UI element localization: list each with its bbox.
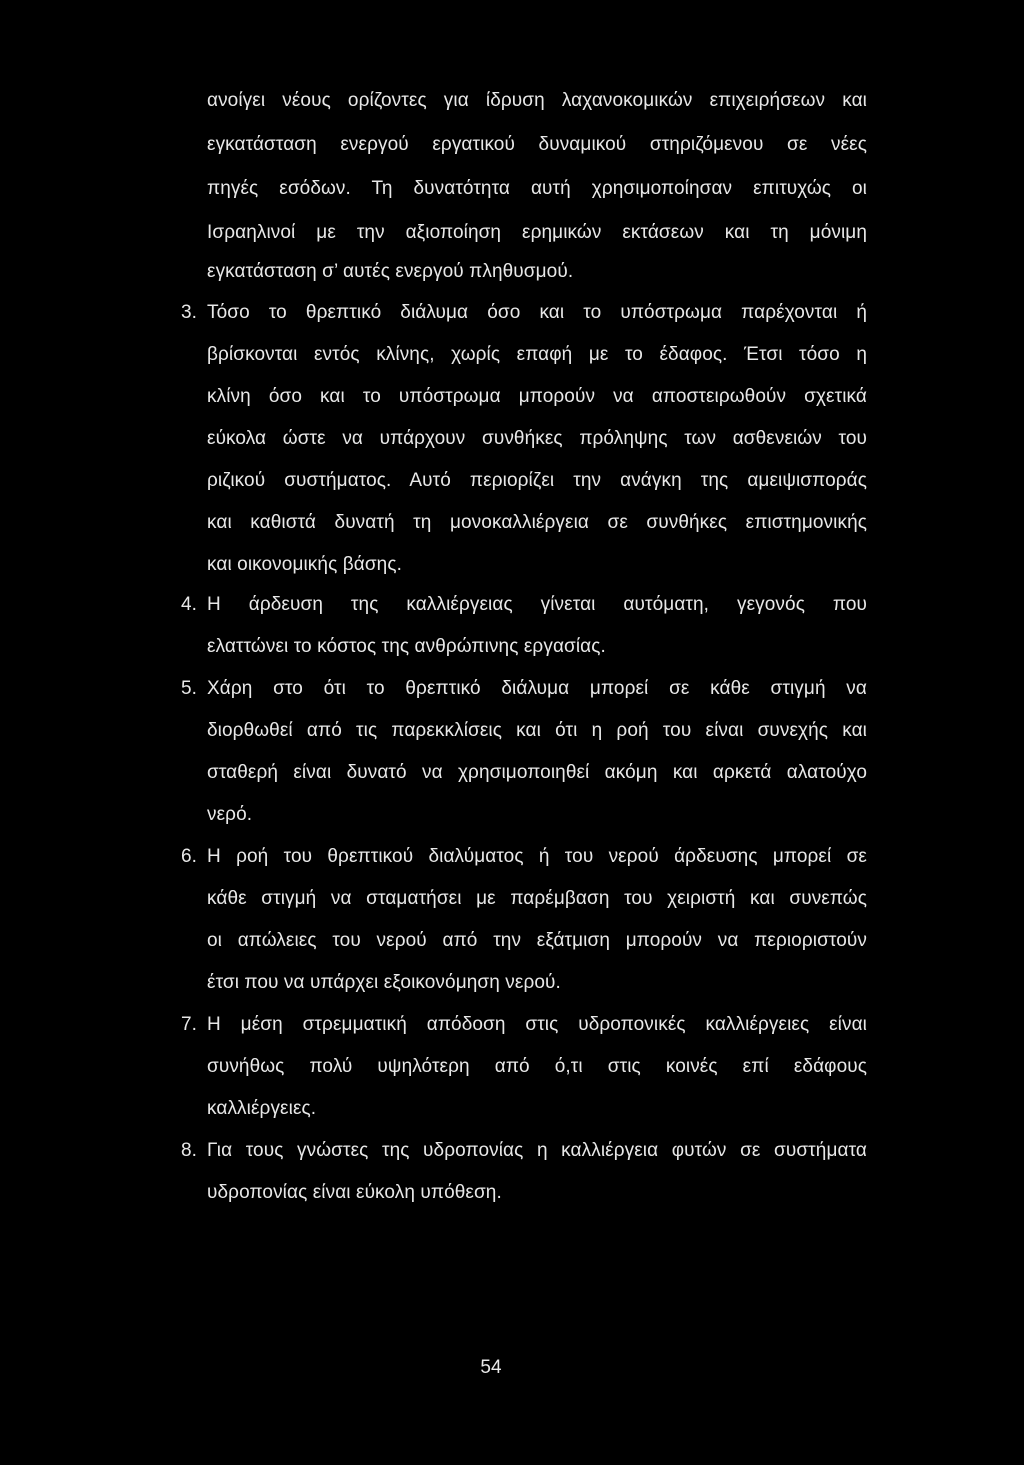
item-line: κλίνη όσο και το υπόστρωμα μπορούν να αποστειρωθούν σχετικά [207,386,867,407]
intro-line: Ισραηλινοί με την αξιοποίηση ερημικών εκτάσεων και τη μόνιμη [207,222,867,243]
item-number: 7. [181,1014,197,1035]
item-line: και καθιστά δυνατή τη μονοκαλλιέργεια σε συνθήκες επιστημονικής [207,512,867,533]
item-line: σταθερή είναι δυνατό να χρησιμοποιηθεί ακόμη και αρκετά αλατούχο [207,762,867,783]
item-line: Τόσο το θρεπτικό διάλυμα όσο και το υπόστρωμα παρέχονται ή [207,302,867,323]
item-line: ριζικού συστήματος. Αυτό περιορίζει την ανάγκη της αμειψισποράς [207,470,867,491]
item-line: και οικονομικής βάσης. [207,554,402,575]
intro-line: εγκατάσταση ενεργού εργατικού δυναμικού στηριζόμενου σε νέες [207,134,867,155]
intro-line: ανοίγει νέους ορίζοντες για ίδρυση λαχανοκομικών επιχειρήσεων και [207,90,867,111]
item-number: 6. [181,846,197,867]
item-line: εύκολα ώστε να υπάρχουν συνθήκες πρόληψης των ασθενειών του [207,428,867,449]
item-number: 4. [181,594,197,615]
item-number: 3. [181,302,197,323]
item-line: ελαττώνει το κόστος της ανθρώπινης εργασίας. [207,636,606,657]
item-line: συνήθως πολύ υψηλότερη από ό,τι στις κοινές επί εδάφους [207,1056,867,1077]
item-line: έτσι που να υπάρχει εξοικονόμηση νερού. [207,972,561,993]
item-line: κάθε στιγμή να σταματήσει με παρέμβαση του χειριστή και συνεπώς [207,888,867,909]
page-number: 54 [480,1357,502,1378]
item-line: Χάρη στο ότι το θρεπτικό διάλυμα μπορεί σε κάθε στιγμή να [207,678,867,699]
item-line: Για τους γνώστες της υδροπονίας η καλλιέργεια φυτών σε συστήματα [207,1140,867,1161]
intro-line: πηγές εσόδων. Τη δυνατότητα αυτή χρησιμοποίησαν επιτυχώς οι [207,178,867,199]
item-line: διορθωθεί από τις παρεκκλίσεις και ότι η ροή του είναι συνεχής και [207,720,867,741]
item-line: καλλιέργειες. [207,1098,317,1119]
item-line: υδροπονίας είναι εύκολη υπόθεση. [207,1182,502,1203]
item-line: Η άρδευση της καλλιέργειας γίνεται αυτόματη, γεγονός που [207,594,867,615]
item-line: Η μέση στρεμματική απόδοση στις υδροπονικές καλλιέργειες είναι [207,1014,867,1035]
item-number: 8. [181,1140,197,1161]
item-line: νερό. [207,804,253,825]
item-number: 5. [181,678,197,699]
item-line: οι απώλειες του νερού από την εξάτμιση μπορούν να περιοριστούν [207,930,867,951]
intro-line: εγκατάσταση σ’ αυτές ενεργού πληθυσμού. [207,261,574,282]
item-line: Η ροή του θρεπτικού διαλύματος ή του νερού άρδευσης μπορεί σε [207,846,867,867]
item-line: βρίσκονται εντός κλίνης, χωρίς επαφή με το έδαφος. Έτσι τόσο η [207,344,867,365]
